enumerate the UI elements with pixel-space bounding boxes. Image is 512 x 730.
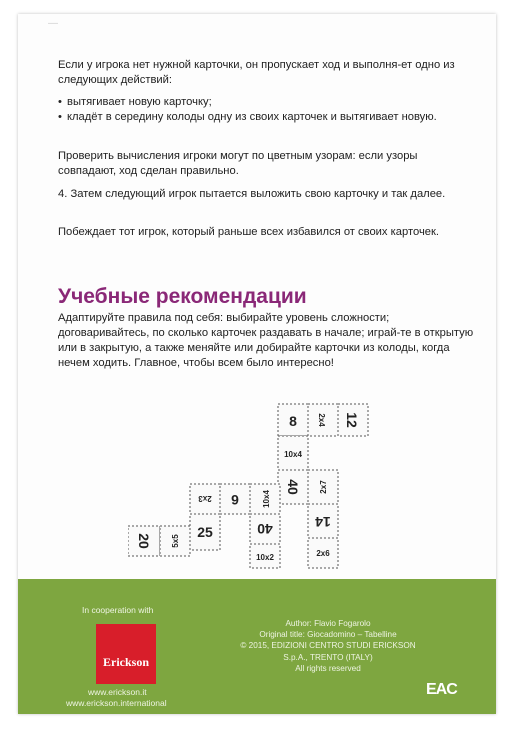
domino-label: 20 [136,533,152,549]
credit-line: S.p.A., TRENTO (ITALY) [283,652,373,662]
paragraph-check [58,149,474,179]
header-mark: — [48,18,58,29]
website-link[interactable]: www.erickson.international [66,698,167,708]
credit-line: Original title: Giocadomino – Tabelline [259,630,397,640]
domino-label: 8 [289,413,297,429]
domino-label: 5x5 [171,534,180,548]
paragraph-text: Проверить вычисления игроки могут по цветным узорам: если узоры совпадают, ход сделан правильно. [58,150,418,177]
paragraph-recommendations [58,311,474,371]
paragraph-winner [58,225,474,240]
erickson-logo [96,624,156,684]
actions-list [58,95,474,125]
publisher-footer [18,579,496,714]
paragraph-next-player [58,187,474,202]
section-heading: Учебные рекомендации [58,285,307,308]
eac-mark: EAC [426,681,457,698]
domino-label: 40 [285,479,301,495]
paragraph-skip-turn [58,58,474,88]
bullet: • [58,111,62,123]
domino-label: 40 [257,521,273,537]
paragraph-text: Побеждает тот игрок, который раньше всех избавился от своих карточек. [58,226,439,238]
paragraph-text: Если у игрока нет нужной карточки, он пропускает ход и выполня-ет одно из следующих действий: [58,59,455,86]
domino-illustration [128,384,408,584]
domino-label: 14 [315,514,331,530]
domino-label: 6 [231,492,239,508]
book-page [18,14,496,714]
domino-drawing [128,384,408,584]
domino-label: 2x6 [316,549,330,558]
list-item [58,110,474,125]
list-item-text: кладёт в середину колоды одну из своих карточек и вытягивает новую. [67,111,437,123]
domino-label: 2x3 [198,494,212,503]
credit-line: Author: Flavio Fogarolo [285,619,371,628]
credit-line: All rights reserved [295,663,361,673]
paragraph-text: 4. Затем следующий игрок пытается выложить свою карточку и так далее. [58,188,446,200]
domino-label: 2x7 [319,480,328,494]
list-item-text: вытягивает новую карточку; [67,96,212,108]
bullet: • [58,96,62,108]
domino-label: 10x4 [284,450,302,459]
credit-line: © 2015, EDIZIONI CENTRO STUDI ERICKSON [240,641,416,651]
cooperation-label: In cooperation with [82,605,154,615]
domino-label: 25 [197,524,213,540]
paragraph-text: Адаптируйте правила под себя: выбирайте уровень сложности; договаривайтесь, по сколько карточек раздавать в начале; играй-те в открытую или в закрытую, а также меняйте или добирайте карточки из колоды, когда нечем ходить. Главное, чтобы всем было интересно! [58,312,474,369]
credits-block [228,618,428,674]
logo-text: Erickson [102,655,149,669]
list-item [58,95,474,110]
domino-label: 10x2 [256,553,274,562]
domino-label: 2x4 [317,413,326,427]
domino-label: 10x4 [262,490,271,508]
website-link[interactable]: www.erickson.it [88,687,147,697]
domino-label: 12 [344,412,360,428]
